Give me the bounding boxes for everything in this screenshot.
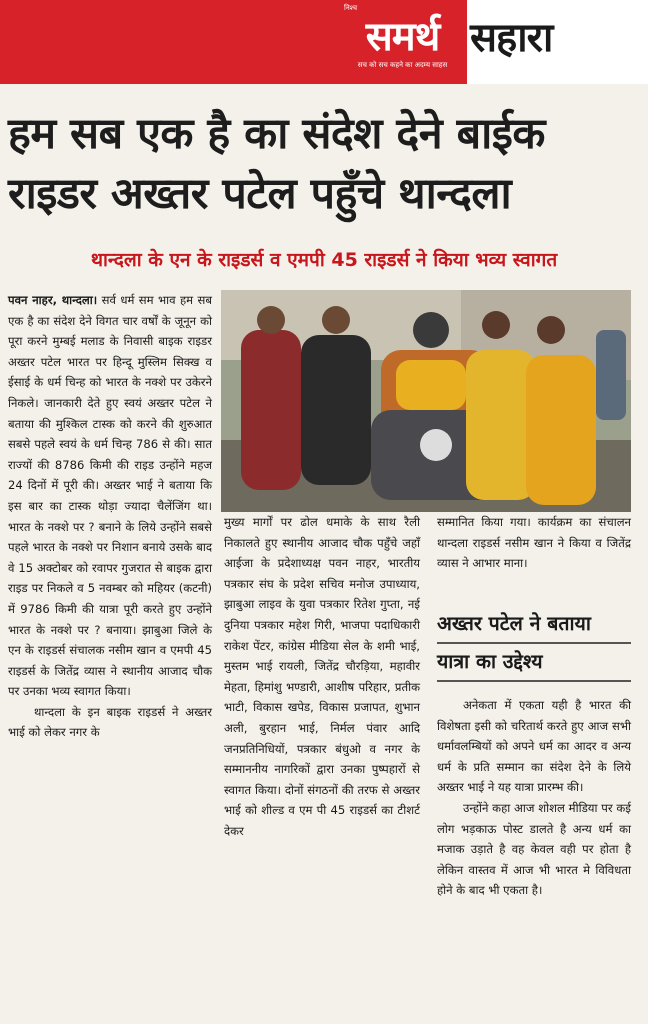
logo-small-text: निश्च [344, 4, 358, 12]
box-heading [437, 606, 631, 682]
news-photo [221, 290, 631, 512]
article-column-3 [437, 512, 631, 574]
subheadline: थान्दला के एन के राइडर्स व एमपी 45 राइडर्स ने किया भव्य स्वागत [90, 249, 558, 271]
column-1-paragraph-1: सर्व धर्म सम भाव हम सब एक है का संदेश देने विगत चार वर्षों के जूनून को पूरा करने मुम्बई मलाड के निवासी बाइक राइडर अख्तर पटेल भारत पर हिन्दू मुस्लिम सिक्ख व ईसाई के धर्म चिन्ह को भारत के नक्शे पर उकेरने निकले। जानकारी देते हुए स्वयं अख्तर पटेल ने बताया की मुश्किल टास्क को करने की शुरुआत सबसे पहले स्वयं के धर्म चिन्ह 786 से की। सात राज्यों की 8786 किमी की राइड उन्होंने महज 24 दिनों में पूरी की। अख्तर भाई ने बताया कि इस बार का टास्क थोड़ा ज्यादा चैलेंजिंग था। भारत के नक्शे पर ? बनाने के लिये उन्होंने सबसे पहले भारत के नक्शे पर निशान बनाये उसके बाद वे 15 अक्टोबर को रवापर गुजरात से बाइक द्वारा राइड पर निकले व 5 नवम्बर को महियर (कटनी) में 9786 किमी की यात्रा पूरी करते हुए उन्होंने भारत के नक्शे पर ? बनाया। झाबुआ जिले के एन के राइडर्स संचालक नसीम खान व एमपी 45 राइडर्स के जितेंद्र व्यास ने स्थानीय आजाद चौक पर उनका भव्य स्वागत किया। [8, 293, 213, 699]
column-1-paragraph-2: थान्दला के इन बाइक राइडर्स ने अख्तर भाई को लेकर नगर के [8, 704, 212, 740]
masthead [0, 0, 648, 84]
headline-line-1: हम सब एक है का संदेश देने बाईक [8, 109, 545, 159]
box-heading-line-2: यात्रा का उद्देश्य [437, 644, 631, 682]
box-heading-line-1: अख्तर पटेल ने बताया [437, 606, 631, 644]
masthead-title-right: सहारा [470, 15, 553, 61]
column-2-paragraph-1: मुख्य मार्गों पर ढोल धमाके के साथ रैली निकालते हुए स्थानीय आजाद चौक पहुँचे जहाँ आईजा के प्रदेशाध्यक्ष पवन नाहर, भारतीय पत्रकार संघ के प्रदेश सचिव मनोज उपाध्याय, झाबुआ लाइव के युवा पत्रकार रितेश गुप्ता, नई दुनिया पत्रकार महेश गिरी, भाजपा पदाधिकारी राकेश पेंटर, कांग्रेस मीडिया सेल के शमी भाई, मुस्तम भाई रायली, जितेंद्र चौरड़िया, महावीर मेहता, हिमांशु भण्डारी, आशीष परिहार, प्रतीक भाटी, विकास खपेड, विकास प्रजापत, शुभान अली, बुरहान भाई, निर्मल पंवार आदि जनप्रतिनिधियों, पत्रकार बंधुओ व नगर के सम्माननीय नागरिकों द्वारा उनका पुष्पहारों से स्वागत किया। दोनों संगठनों की तरफ से अख्तर भाई को शील्ड व एम पी 45 राइडर्स का टीशर्ट देकर [224, 515, 420, 838]
masthead-logo [340, 4, 465, 80]
byline: पवन नाहर, थान्दला। [8, 293, 98, 307]
article-column-1 [8, 290, 212, 743]
article-column-2 [224, 512, 420, 842]
logo-main-text: समर्थ [365, 14, 440, 60]
article-column-3-lower [437, 695, 631, 901]
column-3-paragraph-3: उन्होंने कहा आज शोशल मीडिया पर कई लोग भड़काऊ पोस्ट डालते है अन्य धर्म का मजाक उड़ाते है वह केवल वही पर होता है लेकिन वास्तव में आज भी भारत मे विविधता होने के बाद भी एकता है। [437, 800, 631, 898]
column-3-paragraph-2: अनेकता में एकता यही है भारत की विशेषता इसी को चरितार्थ करते हुए आज सभी धर्मावलम्बियों को अपने धर्म का आदर व अन्य धर्म के प्रति सम्मान का संदेश देने के लिये अख्तर भाई ने यह यात्रा प्रारम्भ की। [437, 698, 631, 795]
riders-photo-illustration [221, 290, 631, 512]
column-3-paragraph-1: सम्मानित किया गया। कार्यक्रम का संचालन थान्दला राइडर्स नसीम खान ने किया व जितेंद्र व्यास ने आभार माना। [437, 515, 631, 571]
logo-tagline: सच को सच कहने का अदम्य साहस [357, 61, 448, 69]
headline-line-2: राइडर अख्तर पटेल पहुँचे थान्दला [8, 169, 512, 219]
headline [8, 104, 640, 224]
